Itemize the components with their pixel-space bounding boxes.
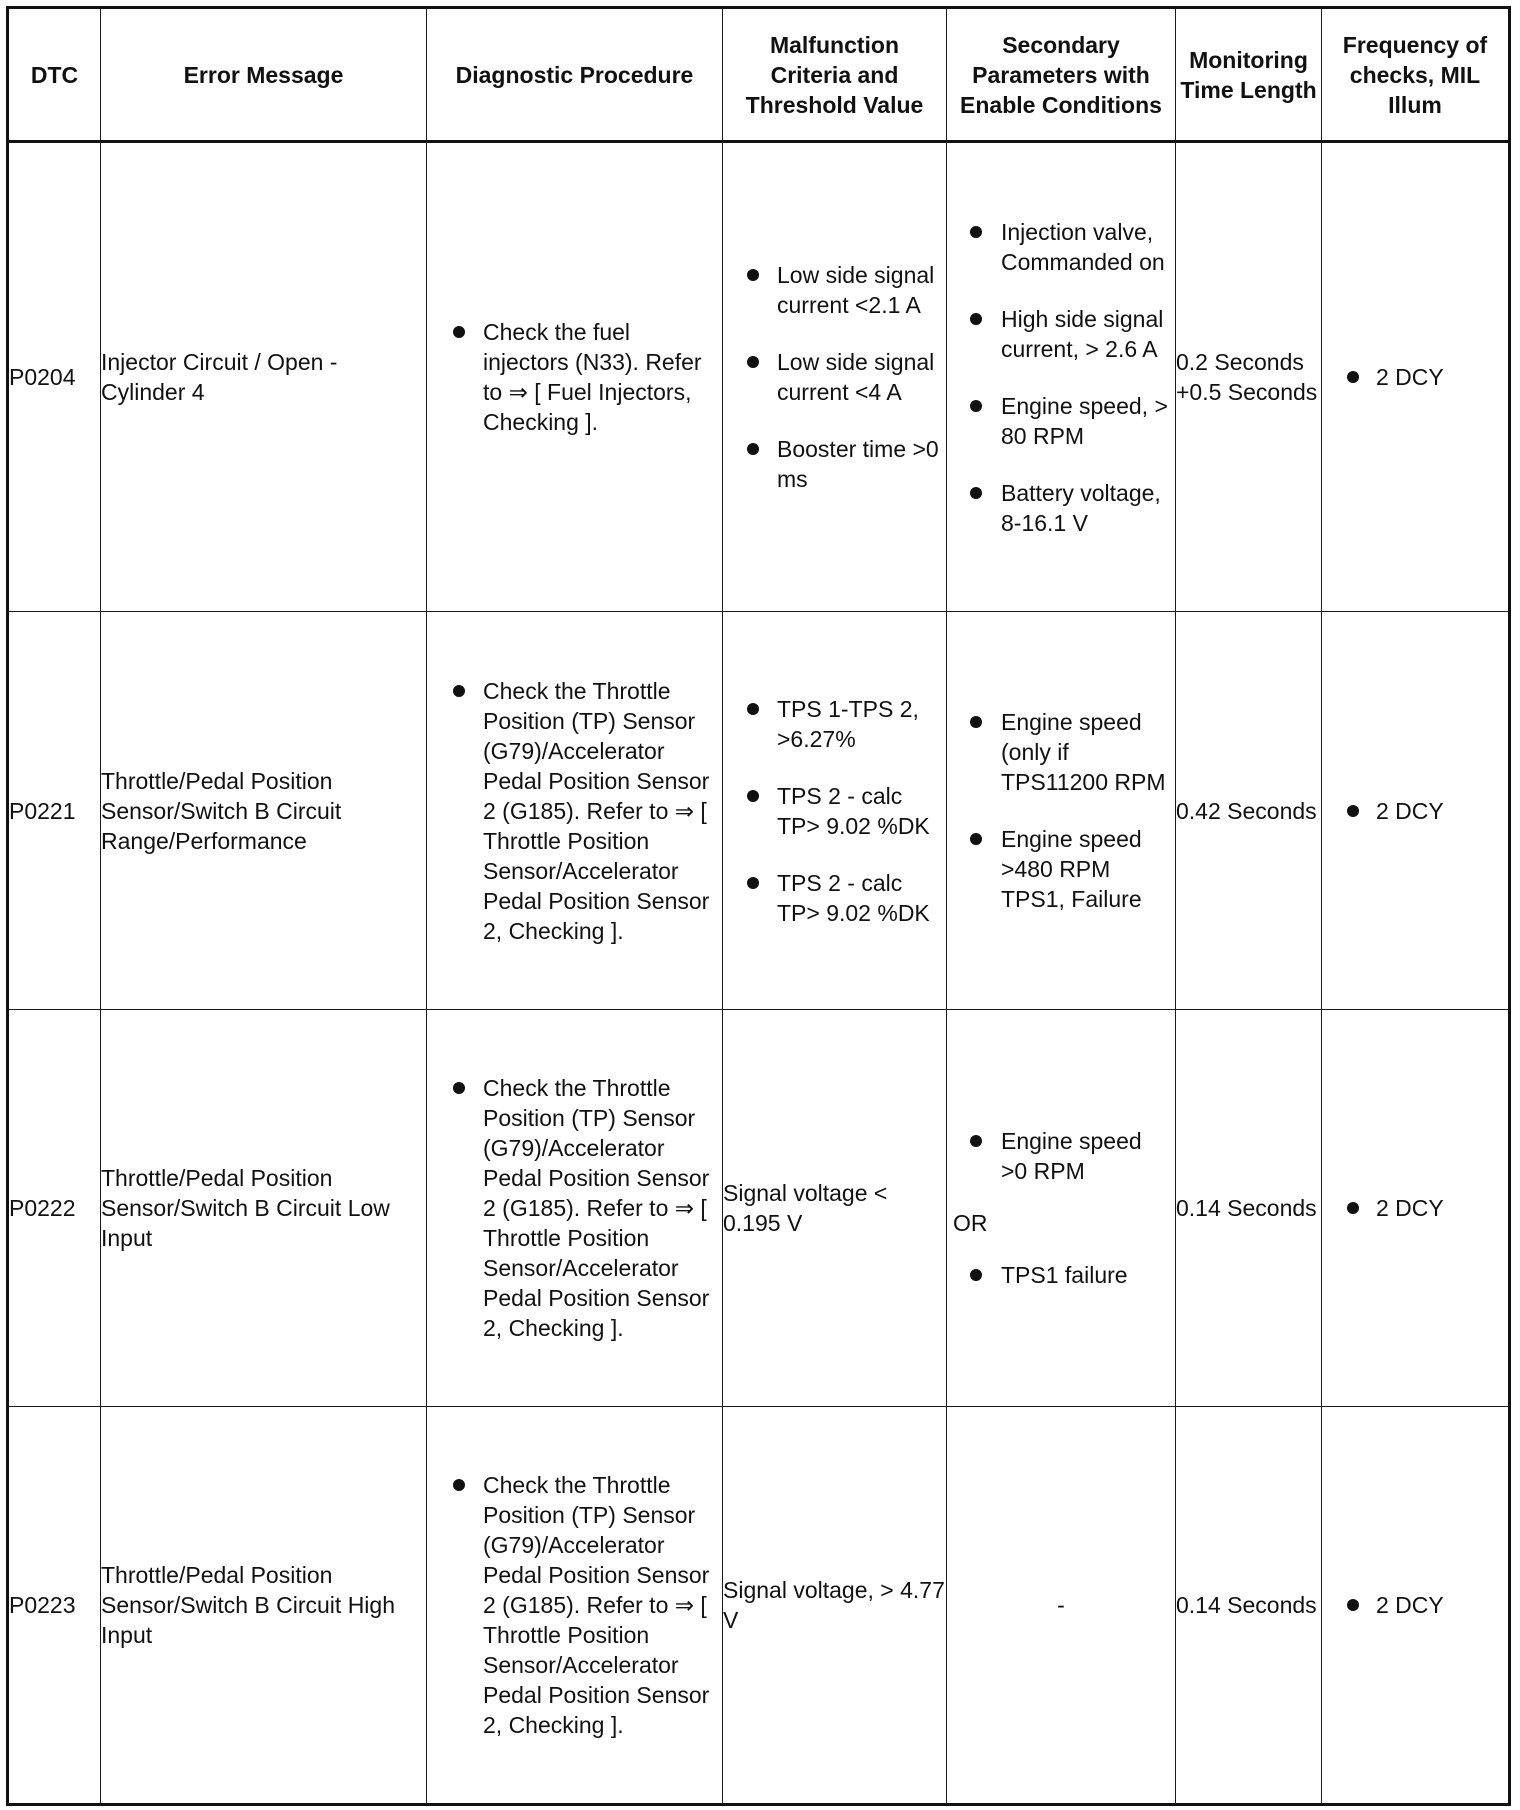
bullet-icon <box>1347 1599 1359 1611</box>
error-message: Throttle/Pedal Position Sensor/Switch B Circuit Range/Performance <box>101 612 427 1010</box>
bullet-icon <box>453 685 465 697</box>
criteria-text: Low side signal current <2.1 A <box>777 262 935 318</box>
bullet-icon <box>970 487 982 499</box>
criteria-text: Low side signal current <4 A <box>777 349 935 405</box>
secondary-parameters <box>947 612 1176 1010</box>
diagnostic-text: Check the Throttle Position (TP) Sensor (G79)/Accelerator Pedal Position Sensor 2 (G185). Refer to ⇒ [ Throttle Position Sensor/Accelerator Pedal Position Sensor 2, Checking ]. <box>483 1075 710 1341</box>
list-item <box>947 1260 1175 1290</box>
frequency <box>1322 1407 1510 1805</box>
parameter-text: TPS1 failure <box>1001 1262 1128 1288</box>
malfunction-criteria: Signal voltage, > 4.77 V <box>723 1407 947 1805</box>
list-item <box>427 1073 722 1343</box>
list-item <box>947 217 1175 277</box>
diagnostic-procedure <box>427 142 723 612</box>
list-item <box>723 694 946 754</box>
list-item <box>1322 1590 1508 1620</box>
diagnostic-procedure <box>427 1010 723 1407</box>
dtc-code: P0204 <box>8 142 101 612</box>
frequency-text: 2 DCY <box>1376 1195 1444 1221</box>
header-monitoring-time: Monitoring Time Length <box>1176 8 1322 142</box>
diagnostic-procedure <box>427 612 723 1010</box>
frequency-text: 2 DCY <box>1376 364 1444 390</box>
bullet-icon <box>1347 1202 1359 1214</box>
header-diagnostic-procedure: Diagnostic Procedure <box>427 8 723 142</box>
bullet-icon <box>970 226 982 238</box>
bullet-icon <box>747 269 759 281</box>
list-item <box>723 868 946 928</box>
error-message: Injector Circuit / Open - Cylinder 4 <box>101 142 427 612</box>
criteria-text: TPS 1-TPS 2, >6.27% <box>777 695 919 752</box>
list-item <box>1322 796 1508 826</box>
bullet-icon <box>970 1135 982 1147</box>
header-frequency: Frequency of checks, MIL Illum <box>1322 8 1510 142</box>
criteria-text: TPS 2 - calc TP> 9.02 %DK <box>777 782 930 839</box>
bullet-icon <box>747 877 759 889</box>
parameter-text: Engine speed (only if TPS11200 RPM <box>1001 709 1166 795</box>
parameter-text: Engine speed >0 RPM <box>1001 1128 1142 1184</box>
monitoring-time: 0.14 Seconds <box>1176 1010 1322 1407</box>
diagnostic-text: Check the Throttle Position (TP) Sensor (G79)/Accelerator Pedal Position Sensor 2 (G185). Refer to ⇒ [ Throttle Position Sensor/Accelerator Pedal Position Sensor 2, Checking ]. <box>483 677 710 944</box>
monitoring-time: 0.14 Seconds <box>1176 1407 1322 1805</box>
frequency <box>1322 142 1510 612</box>
parameter-text: Injection valve, Commanded on <box>1001 218 1165 275</box>
frequency-text: 2 DCY <box>1376 1592 1444 1618</box>
diagnostic-text: Check the Throttle Position (TP) Sensor (G79)/Accelerator Pedal Position Sensor 2 (G185). Refer to ⇒ [ Throttle Position Sensor/Accelerator Pedal Position Sensor 2, Checking ]. <box>483 1472 710 1738</box>
header-secondary-parameters: Secondary Parameters with Enable Conditions <box>947 8 1176 142</box>
frequency <box>1322 1010 1510 1407</box>
diagnostic-procedure <box>427 1407 723 1805</box>
header-malfunction-criteria: Malfunction Criteria and Threshold Value <box>723 8 947 142</box>
malfunction-criteria: Signal voltage < 0.195 V <box>723 1010 947 1407</box>
bullet-icon <box>747 443 759 455</box>
bullet-icon <box>970 833 982 845</box>
diagnostic-text: Check the fuel injectors (N33). Refer to ⇒ [ Fuel Injectors, Checking ]. <box>483 319 702 435</box>
bullet-icon <box>747 703 759 715</box>
list-item <box>723 434 946 494</box>
parameter-text: Battery voltage, 8-16.1 V <box>1001 479 1161 536</box>
monitoring-time: 0.42 Seconds <box>1176 612 1322 1010</box>
bullet-icon <box>970 1269 982 1281</box>
dtc-code: P0223 <box>8 1407 101 1805</box>
list-item <box>1322 362 1508 392</box>
dtc-code: P0221 <box>8 612 101 1010</box>
list-item <box>947 304 1175 364</box>
criteria-text: Booster time >0 ms <box>777 436 939 492</box>
malfunction-criteria <box>723 142 947 612</box>
secondary-parameters: - <box>947 1407 1176 1805</box>
error-message: Throttle/Pedal Position Sensor/Switch B Circuit Low Input <box>101 1010 427 1407</box>
list-item <box>947 391 1175 451</box>
list-item <box>427 676 722 946</box>
bullet-icon <box>970 313 982 325</box>
secondary-parameters <box>947 1010 1176 1407</box>
list-item <box>723 260 946 320</box>
list-item <box>723 781 946 841</box>
dtc-code: P0222 <box>8 1010 101 1407</box>
list-item <box>427 1470 722 1740</box>
bullet-icon <box>453 326 465 338</box>
header-row <box>8 8 1510 142</box>
list-item <box>947 824 1175 914</box>
header-error-message: Error Message <box>101 8 427 142</box>
table-row <box>8 612 1510 1010</box>
malfunction-criteria <box>723 612 947 1010</box>
list-item <box>947 478 1175 538</box>
bullet-icon <box>453 1082 465 1094</box>
secondary-parameters <box>947 142 1176 612</box>
bullet-icon <box>747 790 759 802</box>
bullet-icon <box>1347 805 1359 817</box>
list-item <box>723 347 946 407</box>
list-item <box>947 1126 1175 1186</box>
parameter-text: Engine speed, > 80 RPM <box>1001 392 1168 449</box>
bullet-icon <box>1347 371 1359 383</box>
criteria-text: TPS 2 - calc TP> 9.02 %DK <box>777 869 930 926</box>
table-row <box>8 142 1510 612</box>
bullet-icon <box>453 1479 465 1491</box>
list-item <box>947 707 1175 797</box>
table-row <box>8 1010 1510 1407</box>
monitoring-time: 0.2 Seconds +0.5 Seconds <box>1176 142 1322 612</box>
bullet-icon <box>970 716 982 728</box>
list-item <box>1322 1193 1508 1223</box>
dtc-table <box>6 6 1511 1806</box>
error-message: Throttle/Pedal Position Sensor/Switch B Circuit High Input <box>101 1407 427 1805</box>
bullet-icon <box>747 356 759 368</box>
bullet-icon <box>970 400 982 412</box>
parameter-text: Engine speed >480 RPM TPS1, Failure <box>1001 826 1142 912</box>
list-item <box>427 317 722 437</box>
frequency <box>1322 612 1510 1010</box>
parameter-text: High side signal current, > 2.6 A <box>1001 305 1164 362</box>
table-row <box>8 1407 1510 1805</box>
header-dtc: DTC <box>8 8 101 142</box>
or-separator: OR <box>953 1210 988 1236</box>
frequency-text: 2 DCY <box>1376 797 1444 824</box>
